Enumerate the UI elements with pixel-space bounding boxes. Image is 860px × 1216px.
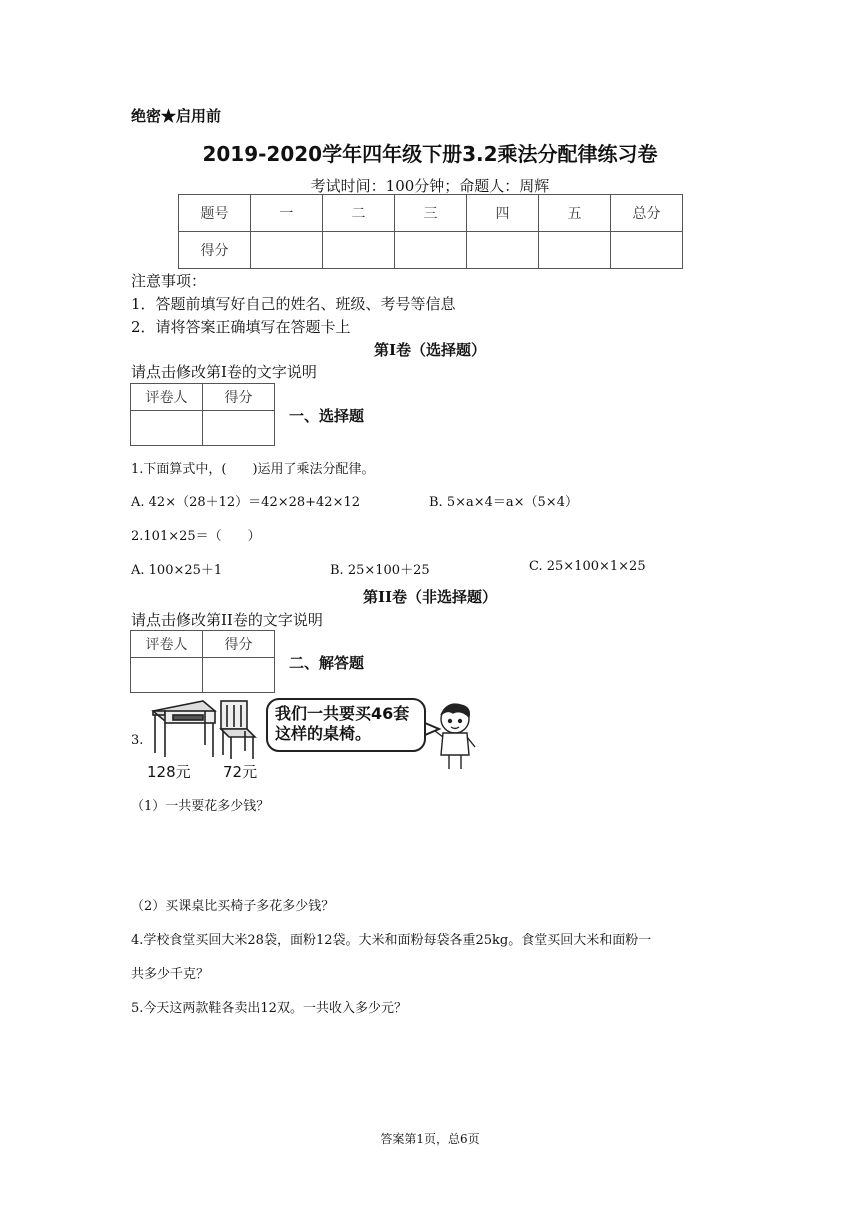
boy-icon xyxy=(435,704,475,769)
grader-blank[interactable] xyxy=(131,658,203,693)
score-blank[interactable] xyxy=(467,232,539,269)
notice-heading: 注意事项： xyxy=(131,272,207,290)
score-table xyxy=(178,194,683,269)
question-2-stem: 2.101×25＝（ ） xyxy=(131,529,261,544)
grader-header: 评卷人 xyxy=(131,631,203,658)
score-cell: 五 xyxy=(539,195,611,232)
question-3-number: 3. xyxy=(131,733,144,748)
score-table-score-row xyxy=(179,232,683,269)
score-blank[interactable] xyxy=(611,232,683,269)
question-2-option-c[interactable]: C. 25×100×1×25 xyxy=(529,559,646,574)
question-2-option-b[interactable]: B. 25×100＋25 xyxy=(330,563,430,578)
speech-text-line: 我们一共要买46套 xyxy=(275,704,410,723)
score-cell: 得分 xyxy=(179,232,251,269)
part-2-title: 二、解答题 xyxy=(289,654,365,672)
paper-title: 2019-2020学年四年级下册3.2乘法分配律练习卷 xyxy=(202,142,658,166)
grader-header: 评卷人 xyxy=(131,384,203,411)
section-1-hint[interactable]: 请点击修改第I卷的文字说明 xyxy=(131,363,317,381)
question-2-option-a[interactable]: A. 100×25＋1 xyxy=(131,563,223,578)
grader-blank[interactable] xyxy=(203,411,275,446)
part-1-title: 一、选择题 xyxy=(289,407,365,425)
score-cell: 总分 xyxy=(611,195,683,232)
question-1-stem: 1.下面算式中，( )运用了乘法分配律。 xyxy=(131,462,375,477)
score-cell: 题号 xyxy=(179,195,251,232)
score-cell: 四 xyxy=(467,195,539,232)
score-cell: 二 xyxy=(323,195,395,232)
question-1-option-a[interactable]: A. 42×（28＋12）＝42×28+42×12 xyxy=(131,495,361,510)
question-4-line: 4.学校食堂买回大米28袋，面粉12袋。大米和面粉每袋各重25kg。食堂买回大米和面粉一 xyxy=(131,933,652,948)
section-1-title: 第I卷（选择题） xyxy=(373,341,487,359)
desk-icon xyxy=(153,701,215,757)
question-5: 5.今天这两款鞋各卖出12双。一共收入多少元？ xyxy=(131,1001,407,1016)
score-cell: 一 xyxy=(251,195,323,232)
grader-blank[interactable] xyxy=(203,658,275,693)
score-blank[interactable] xyxy=(395,232,467,269)
grader-header: 得分 xyxy=(203,631,275,658)
section-2-title: 第II卷（非选择题） xyxy=(362,588,498,606)
section-2-hint[interactable]: 请点击修改第II卷的文字说明 xyxy=(131,611,323,629)
score-blank[interactable] xyxy=(251,232,323,269)
question-1-option-b[interactable]: B. 5×a×4＝a×（5×4） xyxy=(429,495,578,510)
desk-price: 128元 xyxy=(147,763,191,781)
score-cell: 三 xyxy=(395,195,467,232)
page-footer: 答案第1页，总6页 xyxy=(380,1132,480,1146)
confidential-label: 绝密★启用前 xyxy=(131,107,222,125)
exam-info: 考试时间：100分钟；命题人：周辉 xyxy=(310,177,550,195)
speech-text-line: 这样的桌椅。 xyxy=(275,724,372,743)
chair-icon xyxy=(221,701,255,759)
score-blank[interactable] xyxy=(323,232,395,269)
grader-blank[interactable] xyxy=(131,411,203,446)
grader-table xyxy=(130,383,275,446)
question-3-sub2: （2）买课桌比买椅子多花多少钱？ xyxy=(131,899,335,914)
grader-header: 得分 xyxy=(203,384,275,411)
desk-chair-illustration xyxy=(143,697,478,783)
question-4-line: 共多少千克？ xyxy=(131,967,210,982)
notice-item: 2．请将答案正确填写在答题卡上 xyxy=(131,318,351,336)
notice-item: 1．答题前填写好自己的姓名、班级、考号等信息 xyxy=(131,295,456,313)
question-3-sub1: （1）一共要花多少钱？ xyxy=(131,799,270,814)
score-blank[interactable] xyxy=(539,232,611,269)
grader-table xyxy=(130,630,275,693)
score-table-header-row xyxy=(179,195,683,232)
chair-price: 72元 xyxy=(223,763,258,781)
